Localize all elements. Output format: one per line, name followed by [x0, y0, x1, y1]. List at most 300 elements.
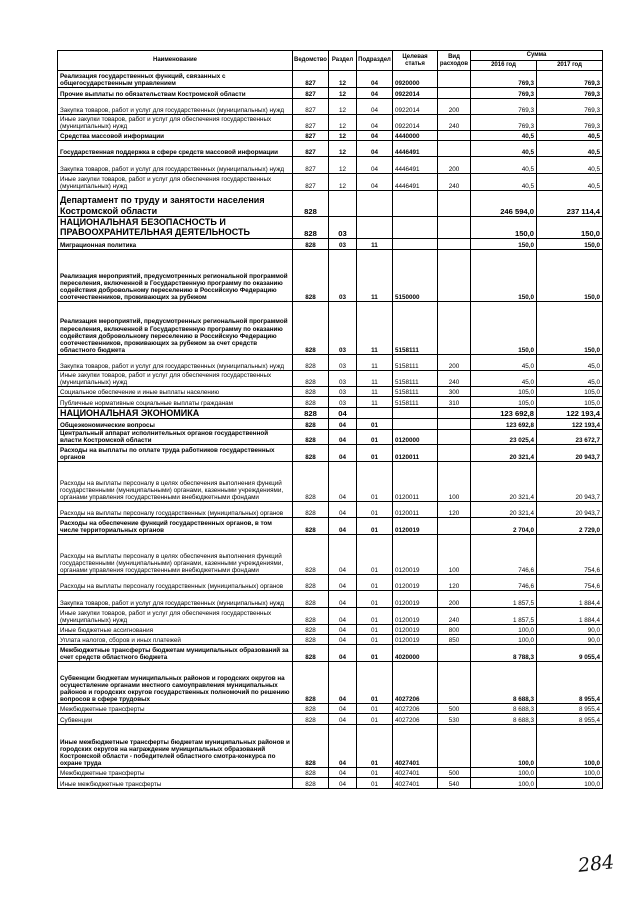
- row-name: Закупка товаров, работ и услуг для государственных (муниципальных) нужд: [58, 591, 293, 608]
- row-vedomstvo: 828: [293, 419, 329, 430]
- row-sum-2016: 45,0: [471, 370, 537, 386]
- row-sum-2016: 20 321,4: [471, 462, 537, 502]
- row-razdel: 03: [329, 386, 357, 396]
- table-row: [58, 430, 603, 445]
- row-sum-2017: 237 114,4: [537, 191, 603, 217]
- row-vedomstvo: 828: [293, 778, 329, 789]
- row-vedomstvo: 828: [293, 591, 329, 608]
- row-podrazdel: [357, 191, 393, 217]
- row-vid: 120: [438, 502, 471, 518]
- row-podrazdel: 01: [357, 768, 393, 778]
- row-vid: [438, 662, 471, 704]
- table-row: [58, 725, 603, 768]
- row-podrazdel: 04: [357, 71, 393, 88]
- row-target: [393, 238, 438, 249]
- row-podrazdel: 04: [357, 141, 393, 157]
- row-podrazdel: 01: [357, 635, 393, 645]
- row-razdel: 04: [329, 462, 357, 502]
- row-sum-2016: 1 857,5: [471, 591, 537, 608]
- row-sum-2016: 40,5: [471, 131, 537, 141]
- row-podrazdel: 01: [357, 502, 393, 518]
- row-target: 0120011: [393, 445, 438, 462]
- row-target: 5158111: [393, 301, 438, 354]
- row-vid: [438, 131, 471, 141]
- table-row: [58, 635, 603, 645]
- row-sum-2017: 754,6: [537, 535, 603, 575]
- row-sum-2016: 8 688,3: [471, 704, 537, 714]
- row-name: Реализация мероприятий, предусмотренных региональной программой переселения, включенной в Государственную программу по оказанию содействия добровольному переселению в Российскую Федерацию соотечественников, проживающих за рубежом за счет средств областного бюджета: [58, 301, 293, 354]
- row-sum-2017: 8 955,4: [537, 704, 603, 714]
- row-vedomstvo: 827: [293, 157, 329, 174]
- row-vid: 500: [438, 768, 471, 778]
- table-row: [58, 354, 603, 370]
- row-vid: 800: [438, 625, 471, 635]
- row-podrazdel: 01: [357, 591, 393, 608]
- row-razdel: 04: [329, 502, 357, 518]
- row-vid: [438, 141, 471, 157]
- row-target: 0120019: [393, 518, 438, 535]
- row-podrazdel: 01: [357, 419, 393, 430]
- header-razdel: Раздел: [329, 51, 357, 71]
- table-row: [58, 217, 603, 239]
- row-vedomstvo: 827: [293, 88, 329, 99]
- table-row: [58, 157, 603, 174]
- row-target: 5158111: [393, 354, 438, 370]
- row-razdel: [329, 191, 357, 217]
- row-vid: 200: [438, 99, 471, 115]
- row-podrazdel: 04: [357, 115, 393, 131]
- row-podrazdel: 01: [357, 662, 393, 704]
- row-name: Прочие выплаты по обязательствам Костромской области: [58, 88, 293, 99]
- row-vedomstvo: 828: [293, 238, 329, 249]
- row-razdel: 04: [329, 407, 357, 418]
- row-razdel: 12: [329, 71, 357, 88]
- row-name: Расходы на выплаты персоналу государственных (муниципальных) органов: [58, 575, 293, 591]
- row-sum-2017: 40,5: [537, 174, 603, 191]
- row-name: Межбюджетные трансферты бюджетам муниципальных образований за счет средств областного бюджета: [58, 645, 293, 662]
- row-sum-2016: 20 321,4: [471, 502, 537, 518]
- header-podrazdel: Подраздел: [357, 51, 393, 71]
- row-name: Иные закупки товаров, работ и услуг для обеспечения государственных (муниципальных) нужд: [58, 370, 293, 386]
- row-sum-2017: 122 193,4: [537, 419, 603, 430]
- row-name: Расходы на выплаты по оплате труда работников государственных органов: [58, 445, 293, 462]
- row-sum-2017: 20 943,7: [537, 462, 603, 502]
- row-name: Расходы на выплаты персоналу государственных (муниципальных) органов: [58, 502, 293, 518]
- row-target: 0120019: [393, 608, 438, 625]
- row-name: Закупка товаров, работ и услуг для государственных (муниципальных) нужд: [58, 354, 293, 370]
- table-row: [58, 370, 603, 386]
- row-razdel: 12: [329, 157, 357, 174]
- row-sum-2016: 769,3: [471, 115, 537, 131]
- row-sum-2017: 105,0: [537, 386, 603, 396]
- row-name: Средства массовой информации: [58, 131, 293, 141]
- table-row: [58, 249, 603, 301]
- row-sum-2017: 1 884,4: [537, 591, 603, 608]
- handwritten-page-number: 284: [576, 851, 616, 877]
- row-target: 4027401: [393, 768, 438, 778]
- row-sum-2016: 40,5: [471, 141, 537, 157]
- table-row: [58, 396, 603, 407]
- row-vedomstvo: 828: [293, 217, 329, 239]
- row-name: Государственная поддержка в сфере средств массовой информации: [58, 141, 293, 157]
- row-name: Межбюджетные трансферты: [58, 704, 293, 714]
- row-razdel: 04: [329, 430, 357, 445]
- row-vid: 200: [438, 354, 471, 370]
- row-sum-2016: 105,0: [471, 386, 537, 396]
- row-name: Уплата налогов, сборов и иных платежей: [58, 635, 293, 645]
- row-vid: [438, 445, 471, 462]
- table-row: [58, 191, 603, 217]
- row-vid: 200: [438, 591, 471, 608]
- row-podrazdel: 11: [357, 354, 393, 370]
- row-vedomstvo: 827: [293, 141, 329, 157]
- row-name: Общеэкономические вопросы: [58, 419, 293, 430]
- row-name: Департамент по труду и занятости населения Костромской области: [58, 191, 293, 217]
- row-vedomstvo: 828: [293, 625, 329, 635]
- table-row: [58, 535, 603, 575]
- row-vid: [438, 407, 471, 418]
- row-razdel: 04: [329, 591, 357, 608]
- row-vid: 310: [438, 396, 471, 407]
- row-sum-2016: 100,0: [471, 725, 537, 768]
- table-row: [58, 419, 603, 430]
- row-vid: 100: [438, 462, 471, 502]
- table-row: [58, 301, 603, 354]
- row-vedomstvo: 828: [293, 386, 329, 396]
- row-target: 4440000: [393, 131, 438, 141]
- row-name: Межбюджетные трансферты: [58, 768, 293, 778]
- row-vid: [438, 217, 471, 239]
- header-summa: Сумма: [471, 51, 603, 61]
- row-sum-2017: 20 943,7: [537, 445, 603, 462]
- table-row: [58, 625, 603, 635]
- header-name: Наименование: [58, 51, 293, 71]
- row-podrazdel: [357, 217, 393, 239]
- row-vid: [438, 88, 471, 99]
- row-razdel: 12: [329, 131, 357, 141]
- row-target: 4027206: [393, 662, 438, 704]
- row-razdel: 04: [329, 635, 357, 645]
- budget-table: [57, 50, 603, 789]
- row-name: Закупка товаров, работ и услуг для государственных (муниципальных) нужд: [58, 99, 293, 115]
- row-sum-2017: 100,0: [537, 778, 603, 789]
- table-row: [58, 645, 603, 662]
- row-target: 0120019: [393, 535, 438, 575]
- row-podrazdel: 11: [357, 238, 393, 249]
- row-sum-2017: 100,0: [537, 725, 603, 768]
- row-sum-2017: 90,0: [537, 625, 603, 635]
- row-sum-2016: 150,0: [471, 238, 537, 249]
- row-sum-2017: 40,5: [537, 131, 603, 141]
- row-razdel: 12: [329, 88, 357, 99]
- row-name: Расходы на обеспечение функций государственных органов, в том числе территориальных органов: [58, 518, 293, 535]
- row-target: 4446491: [393, 157, 438, 174]
- row-podrazdel: 11: [357, 386, 393, 396]
- row-name: Иные закупки товаров, работ и услуг для обеспечения государственных (муниципальных) нужд: [58, 608, 293, 625]
- row-sum-2016: 45,0: [471, 354, 537, 370]
- header-2017: 2017 год: [537, 61, 603, 71]
- row-target: 4027206: [393, 704, 438, 714]
- row-target: [393, 217, 438, 239]
- row-razdel: 04: [329, 608, 357, 625]
- header-target: Целевая статья: [393, 51, 438, 71]
- table-row: [58, 575, 603, 591]
- row-podrazdel: 01: [357, 575, 393, 591]
- row-podrazdel: 01: [357, 462, 393, 502]
- row-podrazdel: 01: [357, 778, 393, 789]
- row-sum-2016: 40,5: [471, 157, 537, 174]
- row-vedomstvo: 827: [293, 99, 329, 115]
- table-row: [58, 462, 603, 502]
- row-vedomstvo: 827: [293, 131, 329, 141]
- row-vedomstvo: 828: [293, 725, 329, 768]
- row-name: Субвенции: [58, 714, 293, 725]
- row-sum-2016: 100,0: [471, 778, 537, 789]
- table-row: [58, 407, 603, 418]
- row-vid: 540: [438, 778, 471, 789]
- row-vid: [438, 71, 471, 88]
- row-vedomstvo: 828: [293, 662, 329, 704]
- row-target: 5150000: [393, 249, 438, 301]
- row-vedomstvo: 828: [293, 502, 329, 518]
- row-sum-2016: 150,0: [471, 217, 537, 239]
- row-sum-2016: 8 688,3: [471, 662, 537, 704]
- table-header: [58, 51, 603, 71]
- row-podrazdel: 11: [357, 249, 393, 301]
- table-row: [58, 141, 603, 157]
- row-sum-2016: 2 704,0: [471, 518, 537, 535]
- row-razdel: 04: [329, 714, 357, 725]
- row-sum-2016: 100,0: [471, 768, 537, 778]
- row-vedomstvo: 828: [293, 354, 329, 370]
- row-vid: 240: [438, 174, 471, 191]
- row-sum-2016: 123 692,8: [471, 407, 537, 418]
- row-name: Социальное обеспечение и иные выплаты населению: [58, 386, 293, 396]
- row-vedomstvo: 828: [293, 445, 329, 462]
- row-name: Субвенции бюджетам муниципальных районов и городских округов на осуществление органами местного самоуправления муниципальных районов и городских округов государственных полномочий по решению вопросов в сфере трудовых: [58, 662, 293, 704]
- row-podrazdel: 01: [357, 625, 393, 635]
- row-razdel: 04: [329, 535, 357, 575]
- row-vedomstvo: 828: [293, 430, 329, 445]
- row-target: 4027401: [393, 778, 438, 789]
- row-podrazdel: 11: [357, 370, 393, 386]
- row-name: Центральный аппарат исполнительных органов государственной власти Костромской области: [58, 430, 293, 445]
- row-razdel: 03: [329, 217, 357, 239]
- row-vid: 240: [438, 608, 471, 625]
- row-razdel: 04: [329, 778, 357, 789]
- row-vedomstvo: 828: [293, 575, 329, 591]
- row-vedomstvo: 828: [293, 518, 329, 535]
- row-sum-2016: 8 688,3: [471, 714, 537, 725]
- row-vedomstvo: 828: [293, 635, 329, 645]
- row-sum-2016: 746,6: [471, 535, 537, 575]
- table-row: [58, 662, 603, 704]
- row-podrazdel: 01: [357, 704, 393, 714]
- row-sum-2017: 45,0: [537, 370, 603, 386]
- header-vid: Вид расходов: [438, 51, 471, 71]
- row-podrazdel: 01: [357, 725, 393, 768]
- row-sum-2016: 40,5: [471, 174, 537, 191]
- row-razdel: 12: [329, 174, 357, 191]
- row-vedomstvo: 828: [293, 407, 329, 418]
- row-sum-2017: 90,0: [537, 635, 603, 645]
- row-sum-2017: 150,0: [537, 217, 603, 239]
- row-name: Иные межбюджетные трансферты: [58, 778, 293, 789]
- row-sum-2017: 769,3: [537, 115, 603, 131]
- row-razdel: 04: [329, 645, 357, 662]
- row-vedomstvo: 827: [293, 174, 329, 191]
- table-row: [58, 502, 603, 518]
- row-vid: 100: [438, 535, 471, 575]
- row-podrazdel: [357, 407, 393, 418]
- table-row: [58, 386, 603, 396]
- row-podrazdel: 11: [357, 396, 393, 407]
- row-sum-2016: 100,0: [471, 635, 537, 645]
- row-target: 0920000: [393, 71, 438, 88]
- row-sum-2017: 40,5: [537, 157, 603, 174]
- row-razdel: 03: [329, 396, 357, 407]
- row-podrazdel: 04: [357, 174, 393, 191]
- row-target: 0922014: [393, 115, 438, 131]
- table-row: [58, 778, 603, 789]
- row-vid: [438, 518, 471, 535]
- row-name: Иные бюджетные ассигнования: [58, 625, 293, 635]
- row-sum-2017: 23 672,7: [537, 430, 603, 445]
- row-razdel: 04: [329, 419, 357, 430]
- row-sum-2017: 122 193,4: [537, 407, 603, 418]
- row-target: 0120011: [393, 502, 438, 518]
- row-vid: 530: [438, 714, 471, 725]
- row-razdel: 12: [329, 115, 357, 131]
- row-vid: [438, 249, 471, 301]
- row-vid: [438, 238, 471, 249]
- row-sum-2017: 150,0: [537, 301, 603, 354]
- table-row: [58, 115, 603, 131]
- table-row: [58, 704, 603, 714]
- row-podrazdel: 04: [357, 88, 393, 99]
- row-sum-2016: 100,0: [471, 625, 537, 635]
- row-vedomstvo: 828: [293, 249, 329, 301]
- row-podrazdel: 01: [357, 430, 393, 445]
- row-name: НАЦИОНАЛЬНАЯ БЕЗОПАСНОСТЬ И ПРАВООХРАНИТЕЛЬНАЯ ДЕЯТЕЛЬНОСТЬ: [58, 217, 293, 239]
- row-target: 0922014: [393, 88, 438, 99]
- row-sum-2016: 23 025,4: [471, 430, 537, 445]
- row-sum-2017: 769,3: [537, 71, 603, 88]
- row-name: Миграционная политика: [58, 238, 293, 249]
- row-sum-2017: 150,0: [537, 238, 603, 249]
- table-row: [58, 714, 603, 725]
- row-razdel: 04: [329, 662, 357, 704]
- table-row: [58, 174, 603, 191]
- row-sum-2016: 769,3: [471, 71, 537, 88]
- row-vedomstvo: 828: [293, 704, 329, 714]
- row-name: Иные закупки товаров, работ и услуг для обеспечения государственных (муниципальных) нужд: [58, 174, 293, 191]
- row-podrazdel: 04: [357, 99, 393, 115]
- row-vedomstvo: 828: [293, 645, 329, 662]
- row-sum-2017: 8 955,4: [537, 714, 603, 725]
- row-razdel: 03: [329, 370, 357, 386]
- row-podrazdel: 01: [357, 518, 393, 535]
- row-target: 0120019: [393, 591, 438, 608]
- row-target: 4446491: [393, 174, 438, 191]
- row-target: 0120019: [393, 635, 438, 645]
- row-target: 5158111: [393, 386, 438, 396]
- row-razdel: 12: [329, 99, 357, 115]
- row-sum-2016: 150,0: [471, 249, 537, 301]
- row-razdel: 04: [329, 445, 357, 462]
- row-sum-2016: 746,6: [471, 575, 537, 591]
- row-razdel: 04: [329, 625, 357, 635]
- row-vedomstvo: 827: [293, 115, 329, 131]
- header-vedomstvo: Ведомство: [293, 51, 329, 71]
- row-vid: 240: [438, 115, 471, 131]
- row-vedomstvo: 828: [293, 768, 329, 778]
- row-vedomstvo: 828: [293, 462, 329, 502]
- row-name: НАЦИОНАЛЬНАЯ ЭКОНОМИКА: [58, 407, 293, 418]
- row-razdel: 04: [329, 518, 357, 535]
- row-sum-2016: 20 321,4: [471, 445, 537, 462]
- row-razdel: 04: [329, 575, 357, 591]
- row-name: Расходы на выплаты персоналу в целях обеспечения выполнения функций государственными (муниципальными) органами, казенными учреждениями, органами управления государственными внебюджетными фондами: [58, 462, 293, 502]
- row-target: 0922014: [393, 99, 438, 115]
- table-row: [58, 238, 603, 249]
- row-podrazdel: 11: [357, 301, 393, 354]
- row-razdel: 04: [329, 768, 357, 778]
- row-name: Публичные нормативные социальные выплаты гражданам: [58, 396, 293, 407]
- row-target: 0120019: [393, 625, 438, 635]
- table-row: [58, 518, 603, 535]
- row-sum-2017: 8 955,4: [537, 662, 603, 704]
- row-vid: [438, 725, 471, 768]
- row-vid: 240: [438, 370, 471, 386]
- row-name: Иные межбюджетные трансферты бюджетам муниципальных районов и городских округов на награждение муниципальных образований Костромской области - победителей областного смотра-конкурса по охране труда: [58, 725, 293, 768]
- row-name: Реализация мероприятий, предусмотренных региональной программой переселения, включенной в Государственную программу по оказанию содействия добровольному переселению в Российскую Федерацию соотечественников, проживающих за рубежом: [58, 249, 293, 301]
- row-vid: [438, 191, 471, 217]
- row-razdel: 03: [329, 301, 357, 354]
- row-sum-2017: 40,5: [537, 141, 603, 157]
- row-sum-2016: 769,3: [471, 99, 537, 115]
- row-name: Закупка товаров, работ и услуг для государственных (муниципальных) нужд: [58, 157, 293, 174]
- row-sum-2017: 100,0: [537, 768, 603, 778]
- row-sum-2017: 150,0: [537, 249, 603, 301]
- row-target: 0120011: [393, 462, 438, 502]
- row-vid: [438, 430, 471, 445]
- row-vid: 500: [438, 704, 471, 714]
- row-sum-2017: 45,0: [537, 354, 603, 370]
- row-target: 4027206: [393, 714, 438, 725]
- row-vedomstvo: 828: [293, 608, 329, 625]
- row-vid: 300: [438, 386, 471, 396]
- row-target: [393, 407, 438, 418]
- row-razdel: 12: [329, 141, 357, 157]
- row-podrazdel: 01: [357, 445, 393, 462]
- row-target: 0120019: [393, 575, 438, 591]
- row-vid: 850: [438, 635, 471, 645]
- table-row: [58, 131, 603, 141]
- row-vedomstvo: 828: [293, 535, 329, 575]
- row-razdel: 04: [329, 704, 357, 714]
- table-body: [58, 71, 603, 789]
- row-vedomstvo: 828: [293, 301, 329, 354]
- row-target: [393, 191, 438, 217]
- table-row: [58, 88, 603, 99]
- row-sum-2017: 20 943,7: [537, 502, 603, 518]
- row-target: [393, 419, 438, 430]
- row-sum-2017: 769,3: [537, 88, 603, 99]
- row-sum-2016: 769,3: [471, 88, 537, 99]
- row-sum-2016: 1 857,5: [471, 608, 537, 625]
- row-sum-2016: 150,0: [471, 301, 537, 354]
